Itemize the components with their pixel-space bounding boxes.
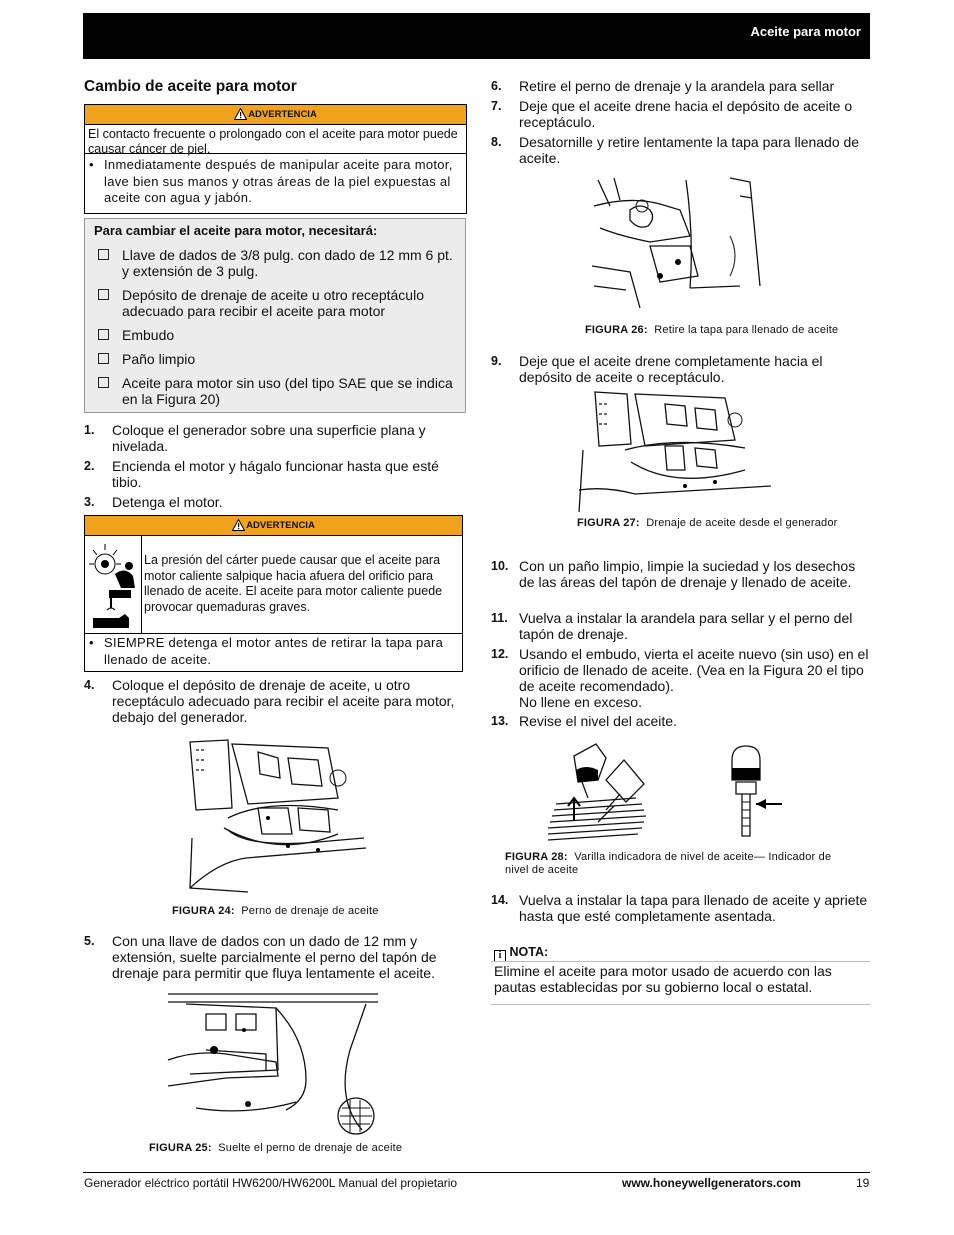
- figure-26-illustration: [590, 176, 770, 312]
- tool-item: [98, 375, 458, 407]
- step-text: Coloque el depósito de drenaje de aceite, u otro receptáculo adecuado para recibir el aceite para motor, debajo del generador.: [112, 677, 455, 725]
- step-number: 5.: [84, 934, 95, 948]
- step-5: [84, 933, 464, 981]
- step-1: [84, 422, 464, 454]
- step-text: Desatornille y retire lentamente la tapa para llenado de aceite.: [519, 134, 860, 166]
- step-text: Coloque el generador sobre una superficie plana y nivelada.: [112, 422, 426, 454]
- step-number: 8.: [491, 135, 502, 149]
- step-10: [491, 558, 869, 590]
- step-number: 13.: [491, 714, 509, 728]
- step-8: [491, 134, 869, 166]
- bullet-dot: •: [89, 157, 94, 172]
- tool-item: [98, 351, 458, 367]
- checkbox-icon: [98, 289, 109, 300]
- note-header: [494, 945, 548, 962]
- warning-header: [85, 105, 466, 125]
- tools-heading: Para cambiar el aceite para motor, necesitará:: [94, 223, 378, 238]
- checkbox-icon: [98, 249, 109, 260]
- figure-label: FIGURA 27:: [577, 517, 640, 529]
- step-13: [491, 713, 869, 729]
- tools-box: [84, 218, 466, 413]
- step-text: [491, 646, 869, 710]
- step-text: Con un paño limpio, limpie la suciedad y los desechos de las áreas del tapón de drenaje y llenado de aceite.: [519, 558, 856, 590]
- warning-text: El contacto frecuente o prolongado con el aceite para motor puede causar cáncer de piel.: [85, 125, 466, 154]
- tool-item: [98, 327, 458, 343]
- figure-26-caption: [585, 324, 838, 337]
- step-number: 12.: [491, 647, 509, 661]
- figure-24-caption: [172, 905, 379, 918]
- figure-caption-text: Suelte el perno de drenaje de aceite: [218, 1142, 403, 1154]
- figure-caption-text: Drenaje de aceite desde el generador: [646, 517, 838, 529]
- step-text: Detenga el motor.: [112, 494, 223, 510]
- note-label: NOTA:: [509, 945, 549, 959]
- figure-25-illustration: [166, 990, 380, 1136]
- figure-label: FIGURA 26:: [585, 324, 648, 336]
- step-number: 7.: [491, 99, 502, 113]
- step-6: [491, 78, 869, 94]
- footer-manual: Generador eléctrico portátil HW6200/HW6200L Manual del propietario: [84, 1176, 458, 1190]
- checkbox-icon: [98, 353, 109, 364]
- step-text: Vuelva a instalar la arandela para sellar y el perno del tapón de drenaje.: [519, 610, 853, 642]
- step-12: [491, 646, 869, 710]
- step-number: 9.: [491, 354, 502, 368]
- figure-caption-text: Retire la tapa para llenado de aceite: [654, 324, 839, 336]
- checkbox-icon: [98, 377, 109, 388]
- step-number: 1.: [84, 423, 95, 437]
- step-7: [491, 98, 869, 130]
- step-number: 10.: [491, 559, 509, 573]
- figure-28-illustration: [546, 740, 786, 846]
- checkbox-icon: [98, 329, 109, 340]
- info-icon: i: [494, 950, 506, 962]
- tool-item-text: Aceite para motor sin uso (del tipo SAE que se indica en la Figura 20): [122, 375, 453, 407]
- figure-label: FIGURA 25:: [149, 1142, 212, 1154]
- step-text-main: Usando el embudo, vierta el aceite nuevo (sin uso) en el orificio de llenado de aceite. (Vea en la Figura 20 el tipo de aceite recomendado).: [519, 646, 869, 694]
- warning-bullet: [85, 633, 462, 668]
- step-3: [84, 494, 464, 510]
- tool-item-text: Embudo: [122, 327, 175, 343]
- figure-25-caption: [149, 1142, 402, 1155]
- warning-label: ADVERTENCIA: [246, 520, 315, 531]
- figure-label: FIGURA 24:: [172, 905, 235, 917]
- figure-24-illustration: [188, 738, 368, 894]
- warning-box-pressure: [84, 515, 463, 672]
- figure-caption-text: Varilla indicadora de nivel de aceite— Indicador de nivel de aceite: [505, 851, 832, 876]
- figure-28-caption: [505, 851, 845, 877]
- note-divider: [491, 1004, 870, 1005]
- step-number: 3.: [84, 495, 95, 509]
- step-14: [491, 892, 869, 924]
- tool-item: [98, 247, 458, 279]
- burn-hazard-icon: [89, 588, 139, 632]
- note-divider: [491, 961, 870, 962]
- figure-27-illustration: [575, 390, 771, 514]
- warning-bullet-text: SIEMPRE detenga el motor antes de retirar la tapa para llenado de aceite.: [104, 635, 444, 667]
- step-number: 14.: [491, 893, 509, 907]
- tool-item-text: Paño limpio: [122, 351, 196, 367]
- step-number: 11.: [491, 611, 508, 625]
- footer-website[interactable]: www.honeywellgenerators.com: [622, 1176, 801, 1190]
- page-title: Cambio de aceite para motor: [84, 78, 297, 95]
- warning-header: [85, 516, 462, 536]
- note-text: Elimine el aceite para motor usado de acuerdo con las pautas establecidas por su gobierno local o estatal.: [494, 963, 832, 995]
- step-number: 4.: [84, 678, 95, 692]
- step-text: Encienda el motor y hágalo funcionar hasta que esté tibio.: [112, 458, 439, 490]
- tool-item-text: Llave de dados de 3/8 pulg. con dado de 12 mm 6 pt. y extensión de 3 pulg.: [122, 247, 453, 279]
- warning-triangle-icon: [234, 108, 247, 120]
- figure-caption-text: Perno de drenaje de aceite: [241, 905, 379, 917]
- step-text: Vuelva a instalar la tapa para llenado de aceite y apriete hasta que esté completamente asentada.: [519, 892, 868, 924]
- step-text: Revise el nivel del aceite.: [519, 713, 677, 729]
- figure-27-caption: [577, 517, 847, 530]
- warning-triangle-icon: [232, 519, 245, 531]
- step-11: [491, 610, 869, 642]
- step-text: Retire el perno de drenaje y la arandela para sellar: [519, 78, 835, 94]
- tool-item: [98, 287, 458, 319]
- warning-bullet-text: Inmediatamente después de manipular aceite para motor, lave bien sus manos y otras áreas de la piel expuestas al aceite con agua y jabón.: [104, 157, 453, 205]
- section-title: Aceite para motor: [750, 24, 861, 39]
- warning-box-skin: [84, 104, 467, 214]
- footer-divider: [83, 1172, 870, 1173]
- page-number: 19: [856, 1176, 870, 1190]
- step-4: [84, 677, 464, 725]
- step-text: Deje que el aceite drene hacia el depósito de aceite o receptáculo.: [519, 98, 853, 130]
- step-text: Con una llave de dados con un dado de 12 mm y extensión, suelte parcialmente el perno del tapón de drenaje para permitir que fluya lentamente el aceite.: [112, 933, 437, 981]
- tool-item-text: Depósito de drenaje de aceite u otro receptáculo adecuado para recibir el aceite para motor: [122, 287, 424, 319]
- step-9: [491, 353, 869, 385]
- bullet-dot: •: [89, 635, 94, 650]
- header-bar: [83, 13, 870, 59]
- step-2: [84, 458, 464, 490]
- step-number: 2.: [84, 459, 95, 473]
- step-text: Deje que el aceite drene completamente hacia el depósito de aceite o receptáculo.: [519, 353, 823, 385]
- step-text-extra: No llene en exceso.: [519, 694, 642, 710]
- figure-label: FIGURA 28:: [505, 851, 568, 863]
- warning-label: ADVERTENCIA: [248, 109, 317, 120]
- warning-text: La presión del cárter puede causar que el aceite para motor caliente salpique hacia afuera del orificio para llenado de aceite. El aceite para motor caliente puede provocar quemaduras graves.: [144, 553, 443, 614]
- warning-bullet: [85, 154, 466, 207]
- step-number: 6.: [491, 79, 502, 93]
